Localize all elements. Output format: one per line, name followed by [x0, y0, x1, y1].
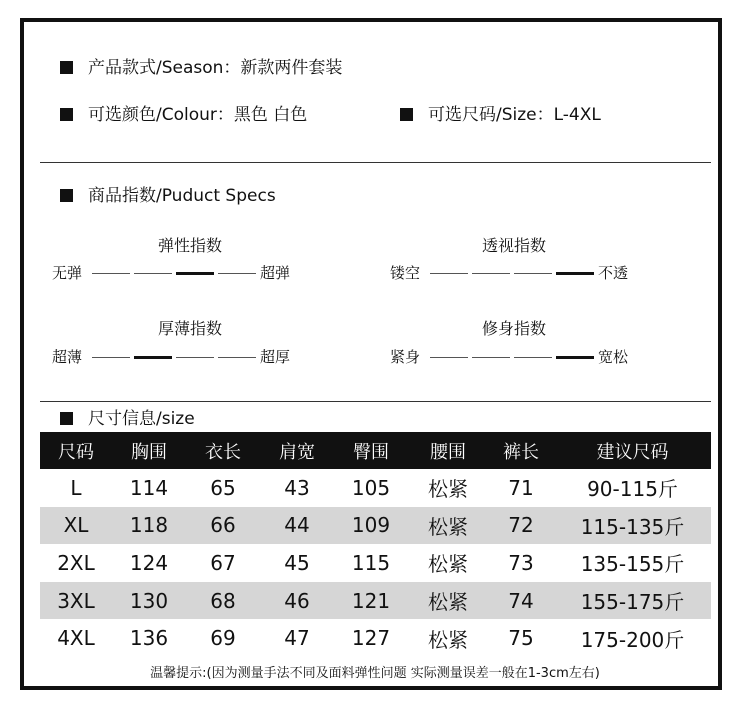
- colour-text: 可选颜色/Colour：黑色 白色: [88, 105, 308, 125]
- bullet-square-icon: [60, 412, 73, 425]
- header-hip: 臀围: [334, 432, 408, 469]
- scale-right-label: 超厚: [260, 348, 291, 366]
- scale-segment-active: [556, 356, 594, 359]
- table-cell: 121: [334, 582, 408, 620]
- bullet-square-icon: [60, 61, 73, 74]
- divider-bottom: [40, 401, 711, 402]
- table-cell: 105: [351, 475, 391, 500]
- divider-top: [40, 162, 711, 163]
- elasticity-index-title: 弹性指数: [157, 236, 222, 255]
- scale-segment-active: [176, 272, 214, 275]
- table-cell: 136: [129, 626, 169, 651]
- table-row: [40, 507, 711, 545]
- header-size: 尺码: [40, 432, 112, 469]
- scale-segment: [218, 273, 256, 274]
- table-cell: 43: [284, 475, 310, 500]
- header-recommended: 建议尺码: [554, 432, 711, 469]
- table-cell: 66: [186, 507, 260, 545]
- table-cell: 155-175斤: [554, 582, 711, 620]
- header-chest: 胸围: [112, 432, 186, 469]
- bullet-square-icon: [60, 189, 73, 202]
- table-cell: 73: [508, 550, 534, 575]
- size-table-heading: [60, 409, 195, 429]
- header-pants-length: 裤长: [488, 432, 554, 469]
- table-cell: 115: [351, 550, 391, 575]
- table-cell: 69: [210, 626, 236, 651]
- table-cell: 71: [508, 475, 534, 500]
- scale-segment: [472, 273, 510, 274]
- table-cell: 2XL: [57, 550, 95, 575]
- table-cell: 65: [210, 475, 236, 500]
- scale-right-label: 超弹: [260, 264, 291, 282]
- scale-segment: [92, 273, 130, 274]
- table-cell: 109: [334, 507, 408, 545]
- size-table-heading-text: 尺寸信息/size: [88, 409, 195, 429]
- season-text: 产品款式/Season：新款两件套装: [88, 58, 343, 78]
- scale-segment: [514, 357, 552, 358]
- table-cell: 124: [129, 550, 169, 575]
- scale-segment-active: [134, 356, 172, 359]
- table-cell: 75: [508, 626, 534, 651]
- scale-left-label: 紧身: [390, 348, 421, 366]
- table-cell: 46: [260, 582, 334, 620]
- specs-heading: [60, 186, 276, 206]
- table-cell: 90-115斤: [587, 477, 678, 502]
- table-cell: 松紧: [428, 627, 468, 652]
- scale-segment: [134, 273, 172, 274]
- table-row: [40, 544, 711, 582]
- table-cell: XL: [40, 507, 112, 545]
- table-cell: 72: [488, 507, 554, 545]
- measurement-note: 温馨提示:(因为测量手法不同及面料弹性问题 实际测量误差一般在1-3cm左右): [150, 666, 600, 681]
- table-row: [40, 619, 711, 657]
- table-row: [40, 582, 711, 620]
- table-cell: 115-135斤: [554, 507, 711, 545]
- table-cell: 114: [129, 475, 169, 500]
- scale-right-label: 宽松: [598, 348, 629, 366]
- table-cell: 45: [284, 550, 310, 575]
- bullet-square-icon: [60, 108, 73, 121]
- scale-left-label: 镂空: [390, 264, 421, 282]
- size-table-header-row: [40, 432, 711, 469]
- table-cell: 118: [112, 507, 186, 545]
- season-line: [60, 58, 342, 78]
- table-cell: 175-200斤: [580, 627, 685, 652]
- table-cell: 135-155斤: [580, 552, 685, 577]
- header-waist: 腰围: [408, 432, 488, 469]
- scale-segment-active: [556, 272, 594, 275]
- transparency-index-title: 透视指数: [481, 236, 546, 255]
- table-cell: 4XL: [57, 626, 95, 651]
- header-length: 衣长: [186, 432, 260, 469]
- scale-segment: [472, 357, 510, 358]
- table-row: [40, 469, 711, 507]
- table-cell: 松紧: [428, 477, 468, 502]
- size-range-text: 可选尺码/Size：L-4XL: [428, 105, 601, 125]
- table-cell: 44: [260, 507, 334, 545]
- table-cell: 47: [284, 626, 310, 651]
- elasticity-index-scale: [52, 262, 302, 282]
- scale-segment: [92, 357, 130, 358]
- fit-index-title: 修身指数: [481, 319, 546, 338]
- scale-segment: [176, 357, 214, 358]
- scale-segment: [514, 273, 552, 274]
- specs-heading-text: 商品指数/Puduct Specs: [88, 186, 276, 206]
- scale-segment: [430, 357, 468, 358]
- scale-segment: [218, 357, 256, 358]
- transparency-index-scale: [390, 262, 640, 282]
- scale-left-label: 无弹: [52, 264, 83, 282]
- table-cell: 127: [351, 626, 391, 651]
- thickness-index-title: 厚薄指数: [157, 319, 222, 338]
- table-cell: L: [70, 475, 82, 500]
- bullet-square-icon: [400, 108, 413, 121]
- table-cell: 松紧: [408, 582, 488, 620]
- size-range-line: [400, 105, 601, 125]
- table-cell: 松紧: [428, 552, 468, 577]
- table-cell: 松紧: [408, 507, 488, 545]
- header-shoulder: 肩宽: [260, 432, 334, 469]
- scale-right-label: 不透: [598, 264, 629, 282]
- table-cell: 130: [112, 582, 186, 620]
- fit-index-scale: [390, 346, 640, 366]
- scale-left-label: 超薄: [52, 348, 83, 366]
- thickness-index-scale: [52, 346, 302, 366]
- colour-line: [60, 105, 307, 125]
- size-table: [40, 432, 711, 657]
- table-cell: 3XL: [40, 582, 112, 620]
- table-cell: 74: [488, 582, 554, 620]
- scale-segment: [430, 273, 468, 274]
- table-cell: 67: [210, 550, 236, 575]
- table-cell: 68: [186, 582, 260, 620]
